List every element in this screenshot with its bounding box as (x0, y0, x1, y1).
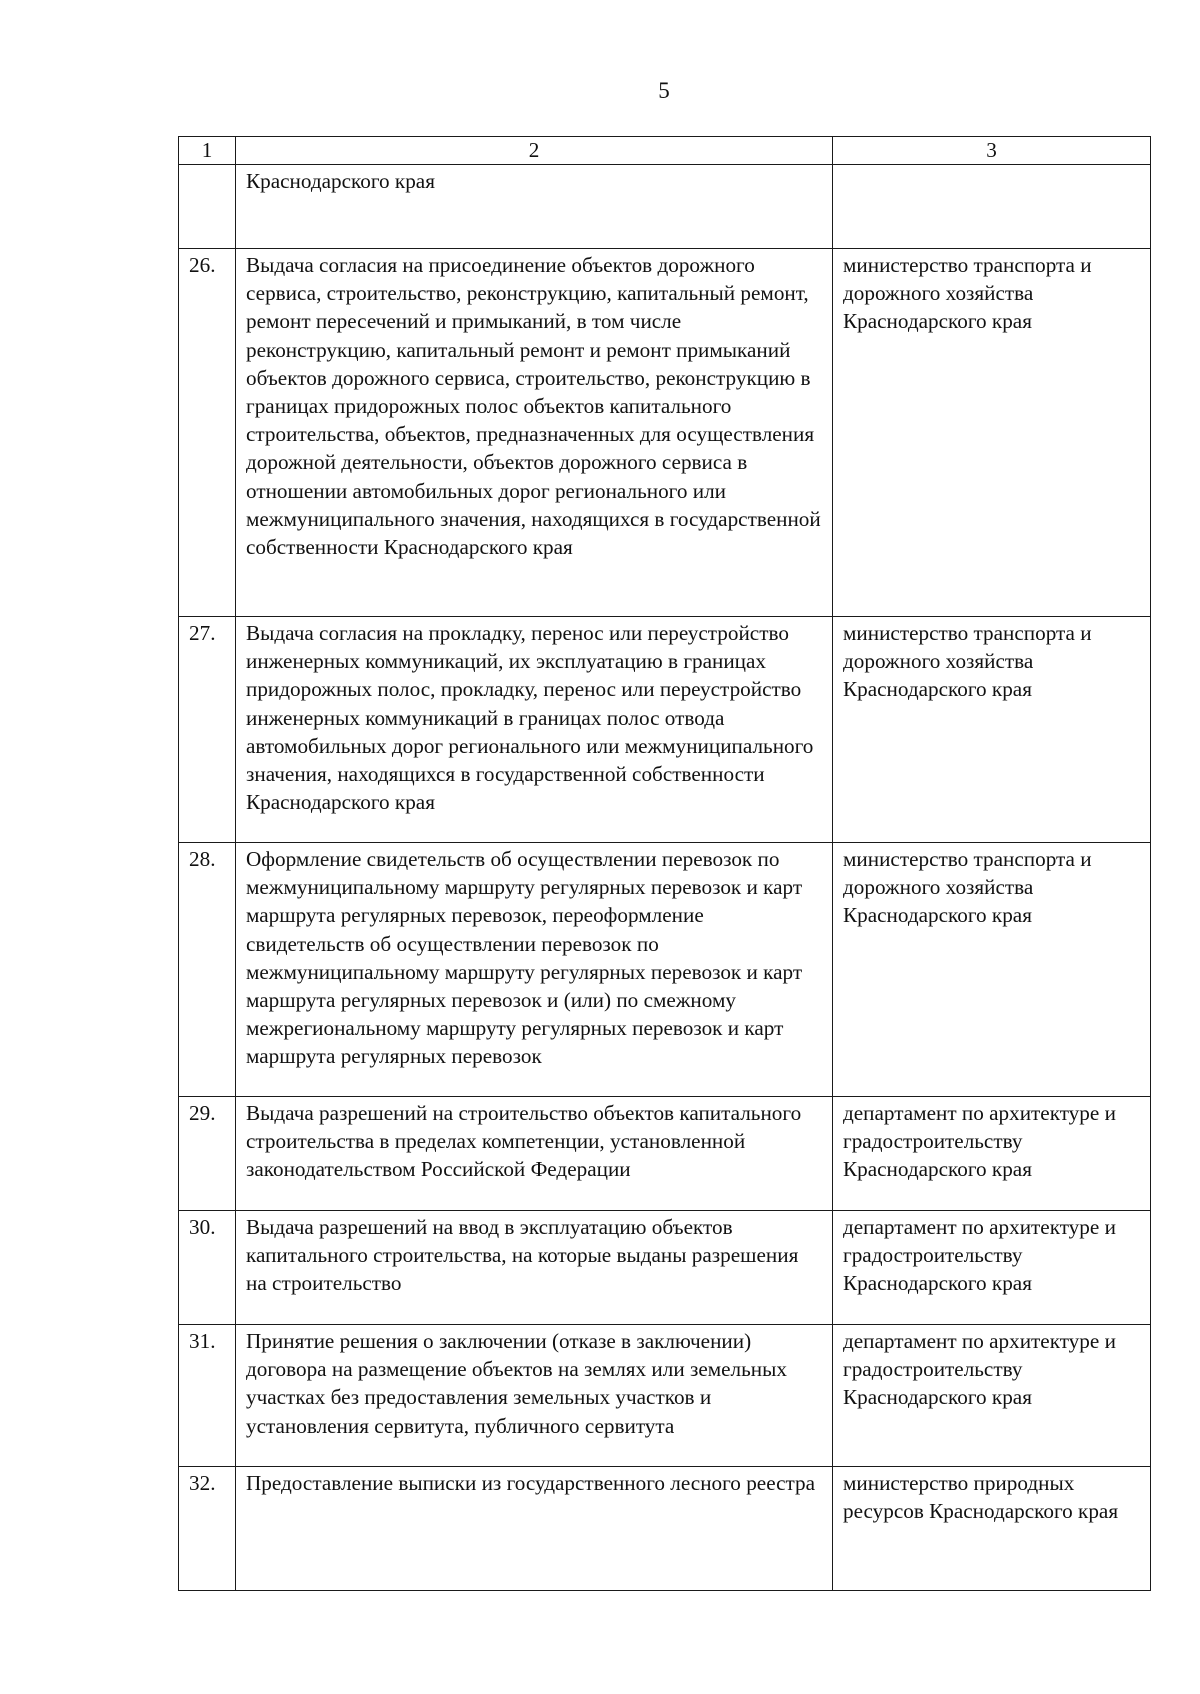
header-cell: 3 (833, 137, 1151, 165)
row-number: 27. (179, 617, 236, 843)
table-row (179, 617, 1151, 843)
responsible-authority: министерство транспорта и дорожного хозяйства Краснодарского края (833, 249, 1151, 617)
responsible-authority: министерство транспорта и дорожного хозяйства Краснодарского края (833, 617, 1151, 843)
table-header-row (179, 137, 1151, 165)
row-number (179, 165, 236, 249)
responsible-authority: департамент по архитектуре и градостроительству Краснодарского края (833, 1325, 1151, 1467)
table-row (179, 1325, 1151, 1467)
responsible-authority (833, 165, 1151, 249)
service-description: Выдача согласия на прокладку, перенос или переустройство инженерных коммуникаций, их эксплуатацию в границах придорожных полос, прокладку, перенос или переустройство инженерных коммуникаций в границах полос отвода автомобильных дорог регионального или межмуниципального значения, находящихся в государственной собственности Краснодарского края (236, 617, 833, 843)
service-description: Оформление свидетельств об осуществлении перевозок по межмуниципальному маршруту регулярных перевозок и карт маршрута регулярных перевозок, переоформление свидетельств об осуществлении перевозок по межмуниципальному маршруту регулярных перевозок и карт маршрута регулярных перевозок и (или) по смежному межрегиональному маршруту регулярных перевозок и карт маршрута регулярных перевозок (236, 843, 833, 1097)
row-number: 31. (179, 1325, 236, 1467)
header-cell: 1 (179, 137, 236, 165)
service-description: Выдача согласия на присоединение объектов дорожного сервиса, строительство, реконструкцию, капитальный ремонт, ремонт пересечений и примыканий, в том числе реконструкцию, капитальный ремонт и ремонт примыканий объектов дорожного сервиса, строительство, реконструкцию в границах придорожных полос объектов капитального строительства, объектов, предназначенных для осуществления дорожной деятельности, объектов дорожного сервиса в отношении автомобильных дорог регионального или межмуниципального значения, находящихся в государственной собственности Краснодарского края (236, 249, 833, 617)
table-row (179, 1097, 1151, 1211)
row-number: 26. (179, 249, 236, 617)
table-row (179, 165, 1151, 249)
table-row (179, 1467, 1151, 1591)
header-cell: 2 (236, 137, 833, 165)
responsible-authority: министерство транспорта и дорожного хозяйства Краснодарского края (833, 843, 1151, 1097)
table-row (179, 249, 1151, 617)
service-description: Выдача разрешений на строительство объектов капитального строительства в пределах компетенции, установленной законодательством Российской Федерации (236, 1097, 833, 1211)
services-table (178, 136, 1151, 1591)
table-row (179, 1211, 1151, 1325)
row-number: 32. (179, 1467, 236, 1591)
page-number: 5 (658, 78, 670, 103)
row-number: 28. (179, 843, 236, 1097)
service-description: Предоставление выписки из государственного лесного реестра (236, 1467, 833, 1591)
service-description: Принятие решения о заключении (отказе в заключении) договора на размещение объектов на землях или земельных участках без предоставления земельных участков и установления сервитута, публичного сервитута (236, 1325, 833, 1467)
row-number: 29. (179, 1097, 236, 1211)
table-row (179, 843, 1151, 1097)
responsible-authority: министерство природных ресурсов Краснодарского края (833, 1467, 1151, 1591)
responsible-authority: департамент по архитектуре и градостроительству Краснодарского края (833, 1211, 1151, 1325)
responsible-authority: департамент по архитектуре и градостроительству Краснодарского края (833, 1097, 1151, 1211)
service-description: Выдача разрешений на ввод в эксплуатацию объектов капитального строительства, на которые выданы разрешения на строительство (236, 1211, 833, 1325)
service-description: Краснодарского края (236, 165, 833, 249)
row-number: 30. (179, 1211, 236, 1325)
